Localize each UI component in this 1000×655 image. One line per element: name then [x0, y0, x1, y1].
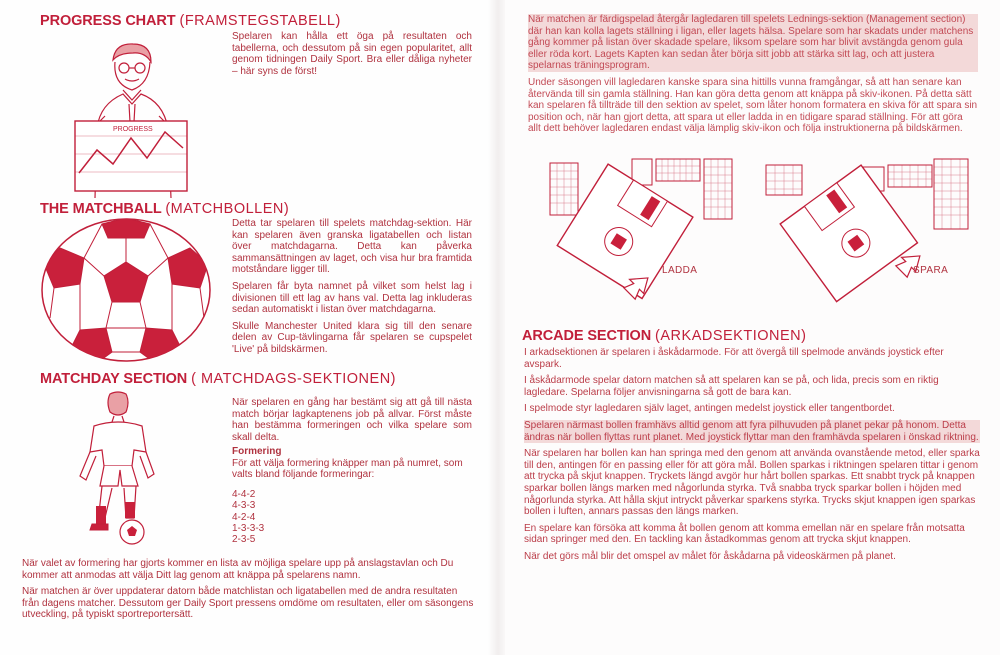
formation-block [232, 446, 472, 546]
management-text: När matchen är färdigspelad återgår lagledaren till spelets Lednings-sektion (Management section) där han kan kolla lagets ställning i ligan, eller lagets hälsa. Spelare som har skadats under matchens gång kommer på listan över skadade spelare, liksom spelare som har blivit avstängda genom gula eller röda kort. Lagets Kapten kan sedan åter börja sitt jobb att stärka sitt lag, och att justera spelarnas träningsprogram. Under säsongen vill lagledaren kanske spara sina hittills vunna framgångar, så att han senare kan återvända till sin gamla ställning. Han kan göra detta genom att knäppa på skiv-ikonen. På detta sätt kan spelaren få tillträde till den sektion av spelet, som låter honom formatera en skiva för att spara sin position och, när han gjort detta, att spara ut eller ladda in en tidigare sparad ställning. För att göra allt dett behöver lagledaren endast välja lämplig skiv-ikon och följa instruktionerna på bildskärmen. [528, 14, 978, 135]
matchday-bottom-text: När valet av formering har gjorts kommer en lista av möjliga spelare upp på anslagstavlan och Du kommer att anmodas att välja Ditt lag genom att knäppa på spelarens namn. När matchen är över uppdaterar datorn både matchlistan och ligatabellen med de andra resultaten från dagens matcher. Dessutom ger Daily Sport pressens omdöme om resultaten, eller om säsongens utveckling, på typiskt sportreportersätt. [22, 558, 474, 621]
footballer-illustration [70, 390, 165, 550]
formation-option: 4-3-3 [232, 500, 256, 512]
formation-title: Formering [232, 446, 282, 457]
formation-option: 4-4-2 [232, 488, 256, 500]
progress-chart-text: Spelaren kan hålla ett öga på resultaten och tabellerna, och dessutom på sin egen popularitet, allt genom tidningen Daily Sport. Bra eller dåliga nyheter – här syns de först! [232, 31, 472, 77]
progress-board-label: PROGRESS [113, 126, 153, 133]
matchball-heading: THE MATCHBALL (MATCHBOLLEN) [40, 201, 290, 217]
matchball-text: Detta tar spelaren till spelets matchdag-sektion. Här kan spelaren även granska ligatabellen och listan över matchdagarna. Detta kan påverka sammansättningen av laget, och visa hur bra framtida motståndare ligger till. Spelaren får byta namnet på vilket som helst lag i divisionen till ett lag av hans val. Detta lag inkluderas sedan automatiskt i listan över matchdagarna. Skulle Manchester United klara sig till den senare delen av Cup-tävlingarna får spelaren se cupspelet 'Live' på bildskärmen. [232, 218, 472, 355]
formation-option: 1-3-3-3 [232, 523, 265, 534]
progress-chart-heading: PROGRESS CHART (FRAMSTEGSTABELL) [40, 13, 341, 29]
save-label: SPARA [913, 265, 949, 276]
disk-save-illustration [762, 155, 987, 305]
football-illustration [40, 218, 212, 363]
arcade-text: I arkadsektionen är spelaren i åskådarmode. För att övergå till spelmode används joystick efter avspark. I åskådarmode spelar datorn matchen så att spelaren kan se på, och lida, precis som en riktig lagledare. Spelarna följer anvisningarna så gott de bara kan. I spelmode styr lagledaren själv laget, antingen medelst joystick eller tangentbordet. Spelaren närmast bollen framhävs alltid genom att fyra pilhuvuden på planet pekar på honom. Detta ändras när bollen flyttas runt planet. Med joystick flyttar man den framhävda spelaren i önskad riktning. När spelaren har bollen kan han springa med den genom att använda ovanstående metod, eller sparka till den, antingen för en passing eller för att göra mål. Bollen sparkas i riktningen spelaren tittar i genom att trycka på skjut knappen. Tryckets längd avgör hur hårt bollen sparkas. Ett snabbt tryck på knappen sparkar bollen längs marken med någorlunda styrka. Två snabba tryck sparkar bollen i höjden med någorlunda styrka. Att hålla skjut intryckt påverkar sparkens styrka. Trycks skjut knappen igen sparkas bollen i luften, annars passas den längs marken. En spelare kan försöka att komma åt bollen genom att komma emellan när en spelare från motsatta sidan springer med den. En tackling kan åstadkommas genom att trycka skjut knappen. När det görs mål blir det omspel av målet för åskådarna på videoskärmen på planet. [524, 347, 980, 562]
matchday-intro: När spelaren en gång har bestämt sig att gå till nästa match börjar lagkaptenens job på allvar. Först måste han bestämma formeringen och vilka spelare som skall delta. [232, 397, 472, 443]
formation-list [232, 489, 472, 546]
formation-text: För att välja formering knäpper man på numret, som valts bland följande formeringar: [232, 457, 463, 481]
arcade-heading: ARCADE SECTION (ARKADSEKTIONEN) [522, 328, 807, 344]
disk-load-illustration [522, 155, 747, 305]
load-label: LADDA [662, 265, 698, 276]
matchday-heading: MATCHDAY SECTION ( MATCHDAGS-SEKTIONEN) [40, 371, 396, 387]
formation-option: 2-3-5 [232, 534, 256, 546]
formation-option: 4-2-4 [232, 511, 256, 523]
man-with-chart-illustration [55, 38, 205, 198]
